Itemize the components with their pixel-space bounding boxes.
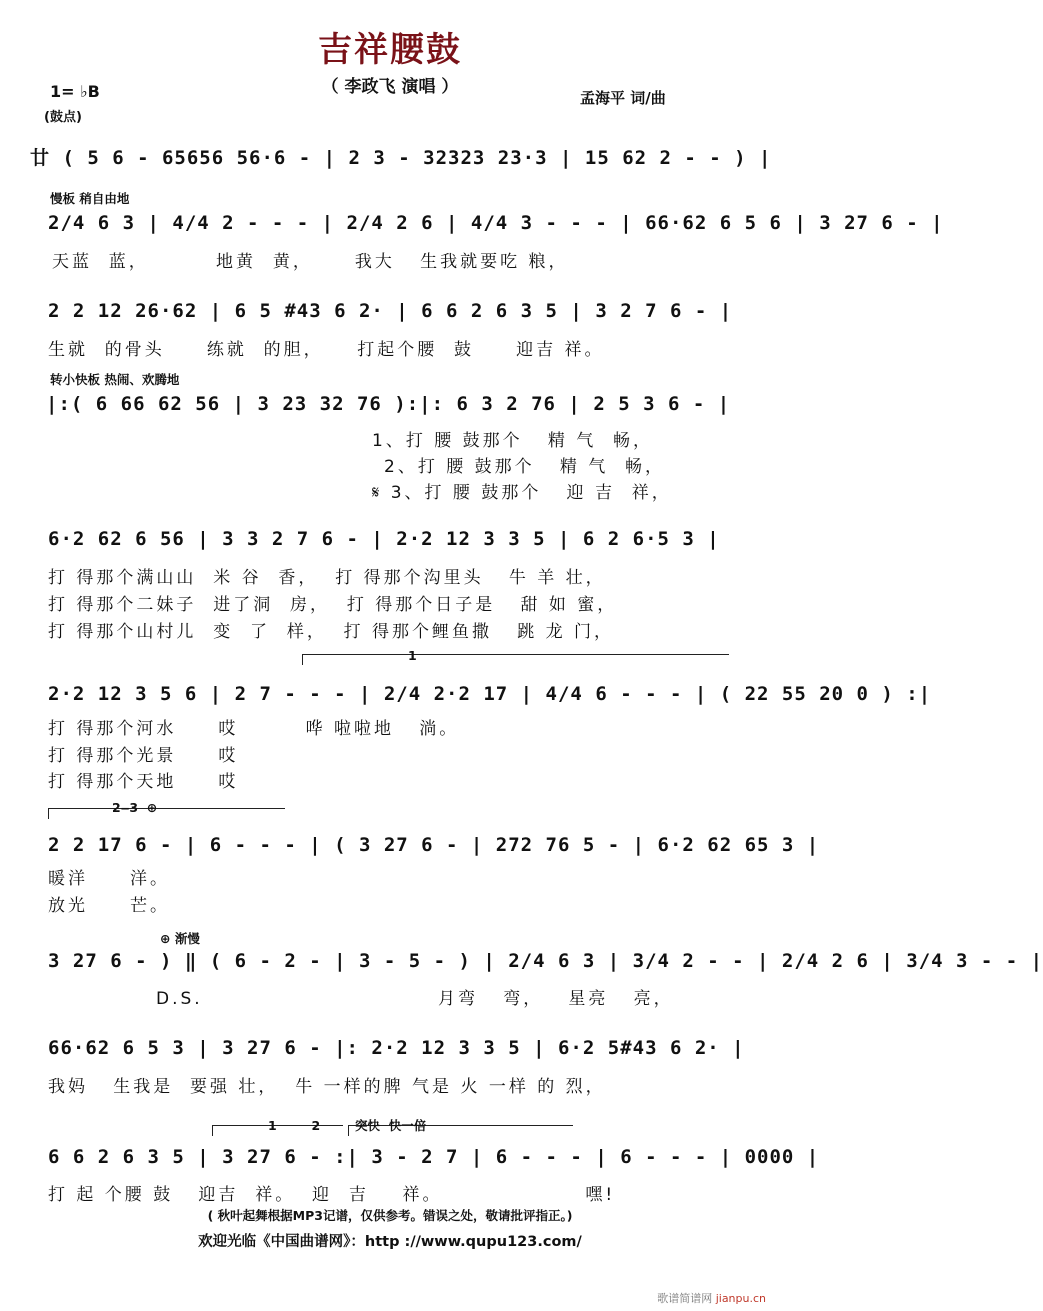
system-3-notes: 2 2 12 26·62 | 6 5 #43 6 2· | 6 6 2 6 3 5 | 3 2 7 6 - | [48,300,733,322]
system-10-markings: 1 2 突快 快一倍 [268,1118,427,1133]
welcome-link-text: 欢迎光临《中国曲谱网》：http ://www.qupu123.com/ [198,1234,582,1250]
system-6-lyrics-verse-1: 打 得那个河水 哎 哗 啦啦地 淌。 [48,719,460,739]
system-8-tempo: ⊕ 渐慢 [160,931,200,946]
system-6-notes: 2·2 12 3 5 6 | 2 7 - - - | 2/4 2·2 17 | 4/4 6 - - - | ( 22 55 20 0 ) :| [48,683,932,705]
system-3-lyrics: 生就 的骨头 练就 的胆， 打起个腰 鼓 迎吉 祥。 [48,340,605,360]
system-2-lyrics: 天蓝 蓝， 地黄 黄， 我大 生我就要吃 粮， [52,252,569,272]
watermark-site: 歌谱简谱网 [657,1292,713,1305]
system-7-lyrics-verse-1: 暖洋 洋。 [48,869,171,889]
drum-note: (鼓点) [44,110,82,125]
watermark-domain: jianpu.cn [715,1292,766,1305]
system-5-lyrics-verse-2: 打 得那个二妹子 进了洞 房， 打 得那个日子是 甜 如 蜜， [48,595,618,615]
system-6-lyrics-verse-2: 打 得那个光景 哎 [48,746,239,766]
song-title: 吉祥腰鼓 [318,30,462,70]
system-7-notes: 2 2 17 6 - | 6 - - - | ( 3 27 6 - | 272 76 5 - | 6·2 62 65 3 | [48,834,820,856]
site-watermark [657,1290,766,1306]
system-7-lyrics-verse-2: 放光 芒。 [48,896,171,916]
system-2-tempo: 慢板 稍自由地 [50,191,130,206]
system-4-notes: |:( 6 66 62 56 | 3 23 32 76 ):|: 6 3 2 76 | 2 5 3 6 - | [46,393,731,415]
system-2-notes: 2/4 6 3 | 4/4 2 - - - | 2/4 2 6 | 4/4 3 - - - | 66·62 6 5 6 | 3 27 6 - | [48,212,944,234]
author-credit: 孟海平 词/曲 [580,89,666,107]
performer-credit: （ 李政飞 演唱 ） [321,77,459,97]
system-10-lyrics: 打 起 个腰 鼓 迎吉 祥。 迎 吉 祥。 嘿! [48,1185,616,1205]
volta-1-label: 1 [408,648,417,663]
system-5-lyrics-verse-3: 打 得那个山村儿 变 了 样， 打 得那个鲤鱼撒 跳 龙 门， [48,622,615,642]
system-8-notes: 3 27 6 - ) ‖ ( 6 - 2 - | 3 - 5 - ) | 2/4 6 3 | 3/4 2 - - | 2/4 2 6 | 3/4 3 - - | [48,950,1043,972]
key-signature: 1= ♭B [50,82,100,101]
system-5-notes: 6·2 62 6 56 | 3 3 2 7 6 - | 2·2 12 3 3 5 | 6 2 6·5 3 | [48,528,720,550]
system-4-lyrics-verse-2: 2、打 腰 鼓那个 精 气 畅， [384,457,666,477]
system-9-notes: 66·62 6 5 3 | 3 27 6 - |: 2·2 12 3 3 5 | 6·2 5#43 6 2· | [48,1037,745,1059]
volta-2-3-bracket [48,808,285,819]
volta-1-bracket [302,654,729,665]
system-4-tempo: 转小快板 热闹、欢腾地 [50,372,180,387]
transcription-note: ( 秋叶起舞根据MP3记谱，仅供参考。错误之处，敬请批评指正。) [207,1208,573,1223]
system-6-lyrics-verse-3: 打 得那个天地 哎 [48,772,239,792]
system-4-lyrics-verse-3: 𝄋 3、打 腰 鼓那个 迎 吉 祥， [372,483,672,503]
volta-2-3-label: 2‒3 ⊕ [112,800,158,815]
system-5-lyrics-verse-1: 打 得那个满山山 米 谷 香， 打 得那个沟里头 牛 羊 壮， [48,568,606,588]
system-8-lyrics: D.S. 月弯 弯， 星亮 亮， [156,989,674,1009]
system-4-lyrics-verse-1: 1、打 腰 鼓那个 精 气 畅， [372,431,654,451]
system-1-notes: 廿 ( 5 6 - 65656 56·6 - | 2 3 - 32323 23·3 | 15 62 2 - - ) | [30,147,772,169]
system-9-lyrics: 我妈 生我是 要强 壮， 牛 一样的脾 气是 火 一样 的 烈， [48,1077,606,1097]
system-10-notes: 6 6 2 6 3 5 | 3 27 6 - :| 3 - 2 7 | 6 - - - | 6 - - - | 0000 | [48,1146,820,1168]
